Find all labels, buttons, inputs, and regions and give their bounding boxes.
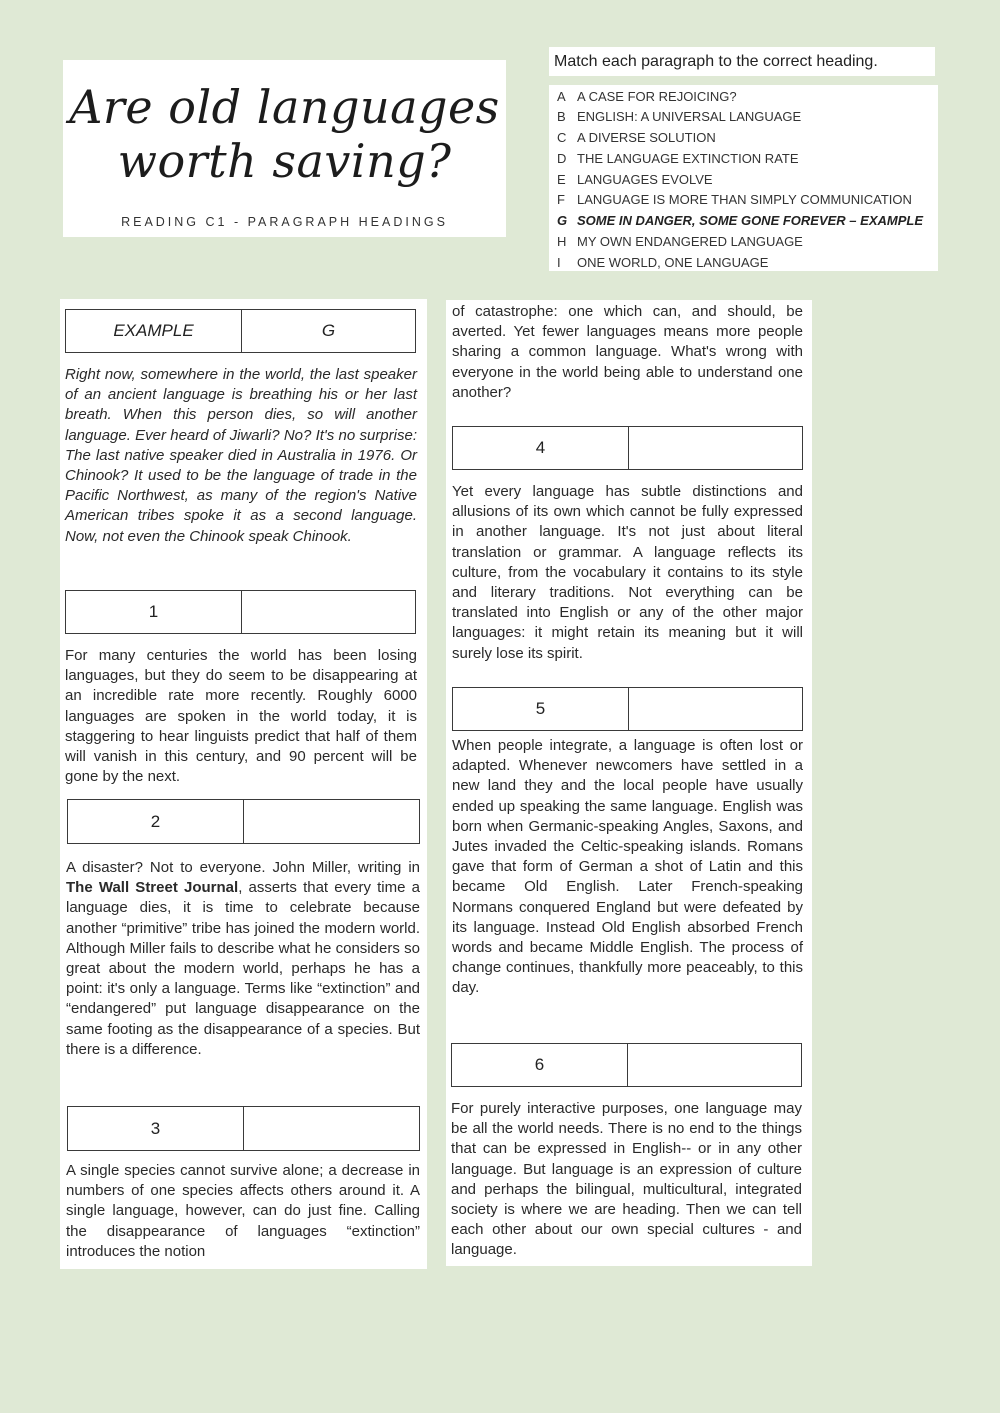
- example-answer-table: [65, 309, 416, 353]
- paragraph-number-cell: 5: [453, 688, 629, 730]
- example-paragraph: Right now, somewhere in the world, the last speaker of an ancient language is breathing his or her last breath. When this person dies, so will another language. Ever heard of Jiwarli? No? It's no surprise: The last native speaker died in Australia in 1976. Or Chinook? It used to be the language of trade in the Pacific Northwest, as many of the region's Native American tribes spoke it as a second language. Now, not even the Chinook speak Chinook.: [65, 366, 417, 545]
- paragraph-2-text-before: A disaster? Not to everyone. John Miller, writing in: [66, 859, 420, 876]
- heading-text: LANGUAGE IS MORE THAN SIMPLY COMMUNICATION: [577, 192, 912, 207]
- paragraph-4: Yet every language has subtle distinctions and allusions of its own which cannot be fully expressed in another language. It's not just about literal translation or grammar. A language reflects its culture, from the vocabulary it contains to its style and literary traditions. Not everything can be translated into English or any of the other major languages: it might retain its meaning but it will surely lose its spirit.: [452, 483, 803, 662]
- answer-input-cell[interactable]: [629, 688, 802, 730]
- heading-letter: G: [557, 213, 568, 228]
- heading-i: [557, 255, 768, 271]
- title-line-1: Are old languages: [69, 80, 500, 134]
- right-column: [446, 300, 812, 1266]
- paragraph-6: For purely interactive purposes, one language may be all the world needs. There is no end to the things that can be expressed in English-- or in any other language. But language is an expression of culture and perhaps the bilingual, multicultural, integrated society is where we are heading. Then we can tell each other about our own special cultures - and language.: [451, 1100, 802, 1259]
- paragraph-3-continuation: of catastrophe: one which can, and should, be averted. Yet fewer languages means more people sharing a common language. What's wrong with everyone in the world being able to understand one another?: [452, 303, 803, 401]
- heading-text: ONE WORLD, ONE LANGUAGE: [577, 255, 769, 270]
- paragraph-5: When people integrate, a language is often lost or adapted. Whenever newcomers have settled in a new land they and the local people have usually ended up speaking the same language. English was born when Germanic-speaking Angles, Saxons, and Jutes invaded the Celtic-speaking islands. Romans gave that form of German a shot of Latin and this became Old English. Later French-speaking Normans conquered England but were defeated by its language. Instead Old English absorbed French words and became Middle English. The process of change continues, thankfully more peaceably, to this day.: [452, 737, 803, 997]
- answer-table-3: [67, 1106, 420, 1151]
- paragraph-number-cell: 4: [453, 427, 629, 469]
- heading-b: [557, 109, 801, 125]
- heading-f: [557, 192, 912, 208]
- answer-input-cell[interactable]: [244, 1107, 419, 1150]
- answer-input-cell[interactable]: [242, 591, 415, 633]
- example-answer-cell: G: [321, 321, 336, 340]
- heading-d: [557, 151, 799, 167]
- paragraph-number-cell: 6: [452, 1044, 628, 1086]
- match-instruction: Match each paragraph to the correct heading.: [549, 47, 935, 76]
- heading-text: SOME IN DANGER, SOME GONE FOREVER – EXAMPLE: [577, 213, 923, 228]
- heading-text: THE LANGUAGE EXTINCTION RATE: [577, 151, 799, 166]
- paragraph-1: For many centuries the world has been losing languages, but they do seem to be disappearing at an incredible rate more recently. Roughly 6000 languages are spoken in the world today, it is staggering to hear linguists predict that half of them will vanish in this century, and 90 percent will be gone by the next.: [65, 647, 417, 786]
- paragraph-number-cell: 1: [66, 591, 242, 633]
- heading-letter: B: [557, 109, 566, 124]
- answer-input-cell[interactable]: [629, 427, 802, 469]
- title-line-2: worth saving?: [117, 134, 452, 188]
- heading-letter: D: [557, 151, 567, 166]
- heading-letter: I: [557, 255, 561, 270]
- answer-table-5: [452, 687, 803, 731]
- heading-letter: E: [557, 172, 566, 187]
- heading-text: A CASE FOR REJOICING?: [577, 89, 737, 104]
- heading-letter: F: [557, 192, 565, 207]
- paragraph-2: [66, 858, 420, 1060]
- answer-table-6: [451, 1043, 802, 1087]
- heading-e: [557, 172, 713, 188]
- heading-text: LANGUAGES EVOLVE: [577, 172, 713, 187]
- heading-letter: H: [557, 234, 567, 249]
- paragraph-2-text-after: , asserts that every time a language dies, it is time to celebrate because another “primitive” tribe has joined the modern world. Although Miller fails to describe what he considers so great about the modern world, perhaps he has a point: it's only a language. Terms like “extinction” and “endangered” put language disappearance on the same footing as the disappearance of a species. But there is a difference.: [66, 879, 420, 1058]
- heading-g: [557, 213, 923, 229]
- heading-text: A DIVERSE SOLUTION: [577, 130, 716, 145]
- newspaper-title: The Wall Street Journal: [66, 879, 239, 897]
- heading-letter: C: [557, 130, 567, 145]
- heading-a: [557, 89, 737, 105]
- heading-letter: A: [557, 89, 566, 104]
- answer-table-2: [67, 799, 420, 844]
- page-title: [63, 80, 506, 188]
- paragraph-number-cell: 3: [68, 1107, 244, 1150]
- answer-input-cell[interactable]: [244, 800, 419, 843]
- page-subtitle: READING C1 - PARAGRAPH HEADINGS: [121, 215, 448, 229]
- heading-c: [557, 130, 716, 146]
- answer-table-1: [65, 590, 416, 634]
- heading-h: [557, 234, 803, 250]
- paragraph-3-part-1: A single species cannot survive alone; a decrease in numbers of one species affects others around it. A single language, however, can do just fine. Calling the disappearance of languages “extinction” introduces the notion: [66, 1162, 420, 1260]
- heading-text: ENGLISH: A UNIVERSAL LANGUAGE: [577, 109, 802, 124]
- example-label-cell: EXAMPLE: [66, 310, 242, 352]
- heading-text: MY OWN ENDANGERED LANGUAGE: [577, 234, 803, 249]
- answer-table-4: [452, 426, 803, 470]
- paragraph-number-cell: 2: [68, 800, 244, 843]
- headings-list: [549, 85, 938, 271]
- answer-input-cell[interactable]: [628, 1044, 801, 1086]
- left-column: [60, 299, 427, 1269]
- title-card: [63, 60, 506, 237]
